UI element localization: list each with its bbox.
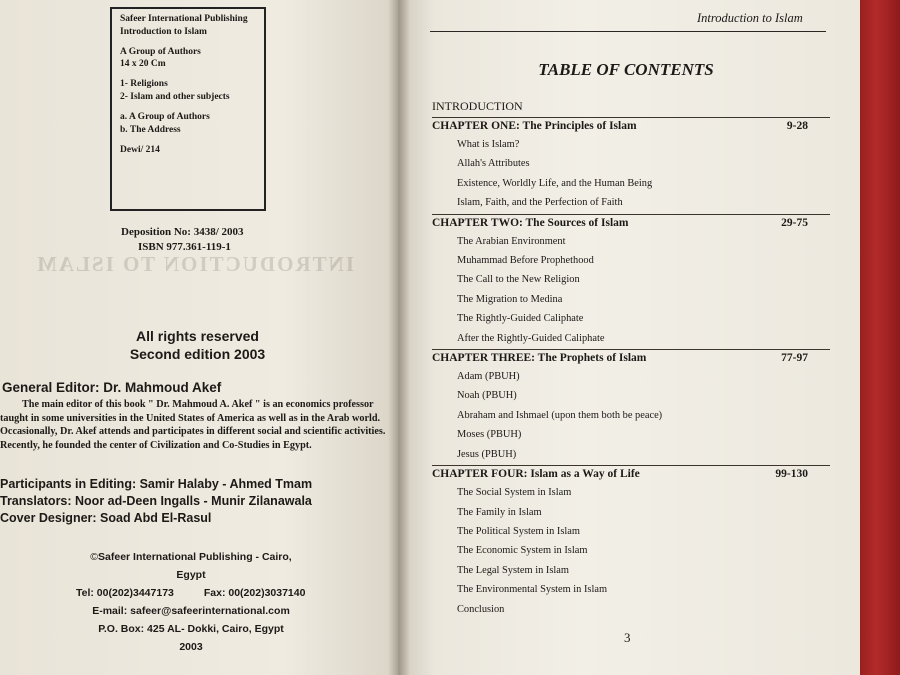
cip-authors: A Group of Authors: [120, 46, 201, 57]
editor-bio-line: Recently, he founded the center of Civilization and Co-Studies in Egypt.: [0, 439, 312, 451]
toc-section: Jesus (PBUH): [457, 448, 517, 460]
rights-block: [0, 327, 395, 363]
book-gutter: [388, 0, 410, 675]
telephone: Tel: 00(202)3447173: [76, 587, 174, 599]
toc-chapter: [432, 349, 830, 464]
toc-chapter: [432, 214, 830, 348]
toc-section: The Environmental System in Islam: [457, 584, 608, 596]
cip-subject: 1- Religions: [120, 79, 168, 90]
toc-chapter: [432, 117, 830, 213]
general-editor: General Editor: Dr. Mahmoud Akef: [2, 380, 222, 395]
chapter-heading: [432, 466, 830, 483]
toc-section: The Economic System in Islam: [457, 545, 588, 557]
toc-section: The Political System in Islam: [457, 525, 580, 537]
toc-chapter: [432, 465, 830, 619]
publisher-info: [76, 548, 306, 656]
editing-participants: Participants in Editing: Samir Halaby - Ahmed Tmam: [0, 477, 313, 491]
isbn: ISBN 977.361-119-1: [138, 241, 231, 253]
cip-dewi: Dewi/ 214: [120, 144, 160, 155]
chapter-title: CHAPTER ONE: The Principles of Islam: [432, 120, 637, 132]
chapter-title: CHAPTER THREE: The Prophets of Islam: [432, 352, 647, 365]
chapter-pages: 29-75: [781, 216, 808, 229]
editor-bio-line: The main editor of this book " Dr. Mahmoud A. Akef " is an economics professor: [22, 399, 374, 410]
chapter-pages: 77-97: [781, 352, 808, 365]
toc-section: The Family in Islam: [457, 506, 542, 518]
toc-section: What is Islam?: [457, 139, 520, 150]
cataloging-box: [110, 7, 266, 211]
cip-index: a. A Group of Authors: [120, 111, 210, 122]
publisher-line: ©Safeer International Publishing - Cairo, Egypt: [90, 551, 292, 581]
credits: [0, 476, 312, 527]
toc-section: Islam, Faith, and the Perfection of Faith: [457, 197, 623, 209]
toc-section: The Arabian Environment: [457, 235, 566, 247]
chapter-pages: 99-130: [775, 468, 808, 481]
fax: Fax: 00(202)3037140: [203, 587, 306, 599]
publication-year: 2003: [179, 641, 203, 653]
toc-section: The Call to the New Religion: [457, 274, 580, 286]
email: E-mail: safeer@safeerinternational.com: [92, 605, 290, 617]
po-box: P.O. Box: 425 AL- Dokki, Cairo, Egypt: [98, 623, 284, 635]
cip-subject: 2- Islam and other subjects: [120, 92, 230, 103]
editor-bio: [0, 398, 400, 452]
chapter-heading: [432, 118, 830, 135]
toc-chapters: [432, 117, 830, 619]
edition: Second edition 2003: [129, 346, 266, 362]
toc-section: The Social System in Islam: [457, 487, 572, 499]
editor-bio-line: taught in some universities in the United States of America as well as in the Arab world.: [0, 412, 381, 424]
toc-section: The Legal System in Islam: [457, 564, 569, 576]
chapter-heading: [432, 350, 830, 367]
cip-publisher: Safeer International Publishing: [120, 14, 248, 24]
cip-title: Introduction to Islam: [120, 26, 207, 37]
show-through-text: INTRODUCTION TO ISLAM: [35, 252, 354, 276]
toc-title: TABLE OF CONTENTS: [538, 60, 714, 79]
rights-reserved: All rights reserved: [136, 328, 259, 344]
cip-index: b. The Address: [120, 124, 181, 135]
toc-section: Moses (PBUH): [457, 429, 522, 441]
toc-section: Muhammad Before Prophethood: [457, 255, 594, 267]
deposition-number: Deposition No: 3438/ 2003: [121, 226, 244, 238]
chapter-title: CHAPTER TWO: The Sources of Islam: [432, 216, 629, 229]
header-rule: [430, 31, 826, 32]
chapter-title: CHAPTER FOUR: Islam as a Way of Life: [432, 468, 640, 481]
cover-designer: Cover Designer: Soad Abd El-Rasul: [0, 511, 212, 525]
running-head: Introduction to Islam: [697, 11, 803, 25]
editor-bio-line: Occasionally, Dr. Akef attends and participates in different social and scientific activities.: [0, 426, 386, 437]
deposition-block: [121, 225, 244, 255]
cip-size: 14 x 20 Cm: [120, 59, 166, 70]
toc-section: The Migration to Medina: [457, 293, 563, 305]
chapter-pages: 9-28: [786, 120, 808, 132]
toc-section: The Rightly-Guided Caliphate: [457, 313, 584, 325]
left-page: [0, 0, 405, 675]
contact-phones: [76, 584, 306, 602]
toc-section: Adam (PBUH): [457, 371, 520, 383]
toc-section: Existence, Worldly Life, and the Human Being: [457, 177, 653, 189]
page-number: 3: [624, 630, 631, 645]
table-of-contents: [432, 97, 830, 619]
toc-introduction: INTRODUCTION: [432, 99, 523, 113]
toc-section: Abraham and Ishmael (upon them both be peace): [457, 409, 663, 421]
chapter-heading: [432, 215, 830, 232]
toc-section: Allah's Attributes: [457, 158, 530, 170]
translators: Translators: Noor ad-Deen Ingalls - Munir Zilanawala: [0, 494, 312, 508]
toc-section: Noah (PBUH): [457, 390, 517, 402]
toc-section: Conclusion: [457, 603, 505, 615]
copyright-symbol: ©: [90, 551, 99, 563]
toc-section: After the Rightly-Guided Caliphate: [457, 332, 605, 344]
